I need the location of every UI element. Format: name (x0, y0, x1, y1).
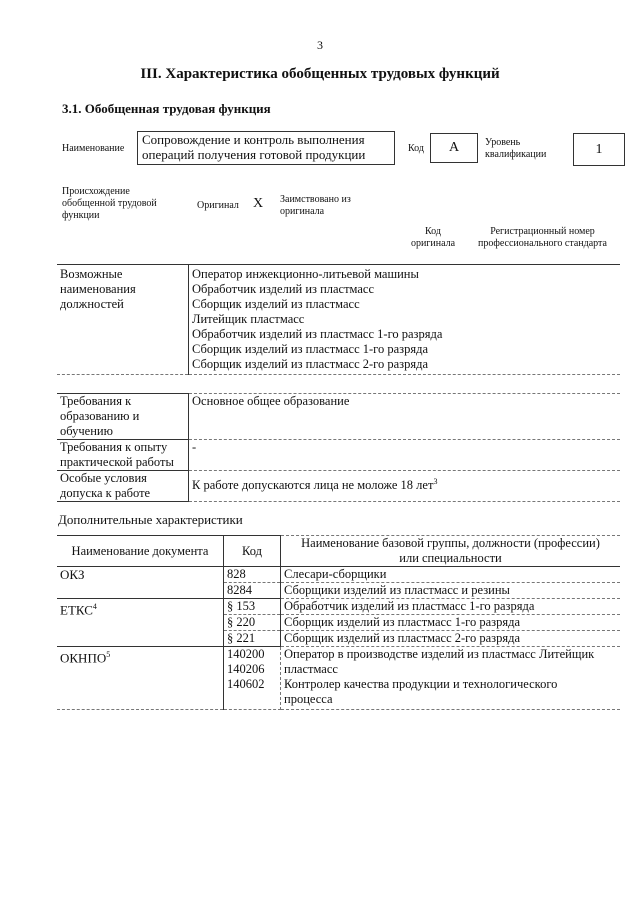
original-label: Оригинал (197, 200, 239, 211)
etks-code: § 220 (224, 615, 281, 631)
function-name-line1: Сопровождение и контроль выполнения (142, 132, 365, 147)
okz-label: ОКЗ (57, 567, 224, 599)
etks-code: § 221 (224, 631, 281, 647)
okpdtr-name-line: процесса (284, 692, 333, 706)
etks-name: Сборщик изделий из пластмасс 1-го разряда (281, 615, 621, 631)
cond-label-line2: допуска к работе (60, 486, 151, 500)
col-name-line1: Наименование базовой группы, должности (профессии) (301, 536, 600, 550)
position-item: Сборщик изделий из пластмасс 2-го разряда (192, 357, 428, 371)
okz-code: 828 (224, 567, 281, 583)
okpdtr-footnote: 5 (106, 650, 111, 659)
borrowed-label-line1: Заимствовано из (280, 194, 351, 205)
edu-label-line3: обучению (60, 424, 113, 438)
position-item: Сборщик изделий из пластмасс 1-го разряда (192, 342, 428, 356)
positions-list-cell (189, 265, 621, 375)
level-label-line2: квалификации (485, 149, 547, 160)
okpdtr-codes-cell (224, 647, 281, 710)
etks-name: Обработчик изделий из пластмасс 1-го разряда (281, 599, 621, 615)
etks-label: ЕТКС (60, 602, 93, 618)
edu-label-cell (57, 394, 189, 440)
okpdtr-label-cell (57, 647, 224, 710)
col-name-line2: или специальности (399, 551, 502, 565)
origin-label-line3: функции (62, 210, 100, 221)
okz-name: Сборщики изделий из пластмасс и резины (281, 583, 621, 599)
code-original-label (408, 226, 458, 250)
function-name-box (137, 131, 395, 165)
code-original-line1: Код (425, 226, 441, 237)
position-item: Сборщик изделий из пластмасс (192, 297, 360, 311)
level-value-box: 1 (573, 133, 625, 166)
okz-name: Слесари-сборщики (281, 567, 621, 583)
edu-label-line2: образованию и (60, 409, 140, 423)
code-value-box: A (430, 133, 478, 163)
code-original-line2: оригинала (410, 238, 456, 249)
exp-value: - (192, 440, 197, 454)
col-name-header (281, 536, 621, 567)
origin-label (62, 186, 157, 222)
position-item: Обработчик изделий из пластмасс (192, 282, 375, 296)
cond-label-cell (57, 471, 189, 502)
okpdtr-name-line: пластмасс (284, 662, 338, 676)
positions-label-line3: должностей (60, 297, 124, 311)
level-label-line1: Уровень (485, 137, 521, 148)
position-item: Литейщик пластмасс (192, 312, 305, 326)
col-doc-header: Наименование документа (57, 536, 224, 567)
etks-footnote: 4 (92, 602, 97, 611)
reg-number-label (470, 226, 615, 250)
etks-code: § 153 (224, 599, 281, 615)
edu-value-cell (189, 394, 621, 440)
name-label: Наименование (62, 143, 125, 154)
okz-code: 8284 (224, 583, 281, 599)
cond-footnote: 3 (433, 477, 438, 486)
exp-label-line2: практической работы (60, 455, 174, 469)
reg-number-line2: профессионального стандарта (478, 238, 607, 249)
positions-label-line2: наименования (60, 282, 136, 296)
okpdtr-names-cell (281, 647, 621, 710)
additional-table (57, 535, 620, 710)
okpdtr-name-line: Оператор в производстве изделий из пластмасс Литейщик (284, 647, 595, 661)
okpdtr-code: 140206 (227, 662, 265, 676)
reg-number-line1: Регистрационный номер (490, 226, 595, 237)
cond-value-cell (189, 471, 621, 502)
page-number: 3 (317, 38, 323, 52)
requirements-table (57, 393, 620, 502)
etks-name: Сборщик изделий из пластмасс 2-го разряда (281, 631, 621, 647)
borrowed-label (280, 194, 351, 218)
origin-label-line1: Происхождение (62, 186, 130, 197)
origin-label-line2: обобщенной трудовой (62, 198, 157, 209)
okpdtr-label: ОКНПО (60, 650, 107, 666)
col-code-header: Код (224, 536, 281, 567)
section-title: III. Характеристика обобщенных трудовых функций (140, 66, 500, 82)
subsection-title: 3.1. Обобщенная трудовая функция (62, 101, 271, 116)
edu-value: Основное общее образование (192, 394, 350, 408)
positions-table (57, 264, 620, 375)
okpdtr-name-line: Контролер качества продукции и технологического (284, 677, 558, 691)
etks-label-cell (57, 599, 224, 647)
borrowed-label-line2: оригинала (280, 206, 325, 217)
level-label (485, 137, 546, 161)
positions-label-cell (57, 265, 189, 375)
exp-value-cell (189, 440, 621, 471)
additional-title: Дополнительные характеристики (58, 512, 243, 527)
cond-value: К работе допускаются лица не моложе 18 лет (192, 478, 434, 493)
okpdtr-code: 140200 (227, 647, 265, 661)
position-item: Оператор инжекционно-литьевой машины (192, 267, 419, 281)
original-mark: X (253, 196, 264, 211)
position-item: Обработчик изделий из пластмасс 1-го разряда (192, 327, 443, 341)
positions-label-line1: Возможные (60, 267, 123, 281)
exp-label-cell (57, 440, 189, 471)
okpdtr-code: 140602 (227, 677, 265, 691)
function-name-line2: операций получения готовой продукции (142, 147, 366, 162)
cond-label-line1: Особые условия (60, 471, 147, 485)
code-label: Код (408, 143, 424, 154)
exp-label-line1: Требования к опыту (60, 440, 168, 454)
edu-label-line1: Требования к (60, 394, 132, 408)
